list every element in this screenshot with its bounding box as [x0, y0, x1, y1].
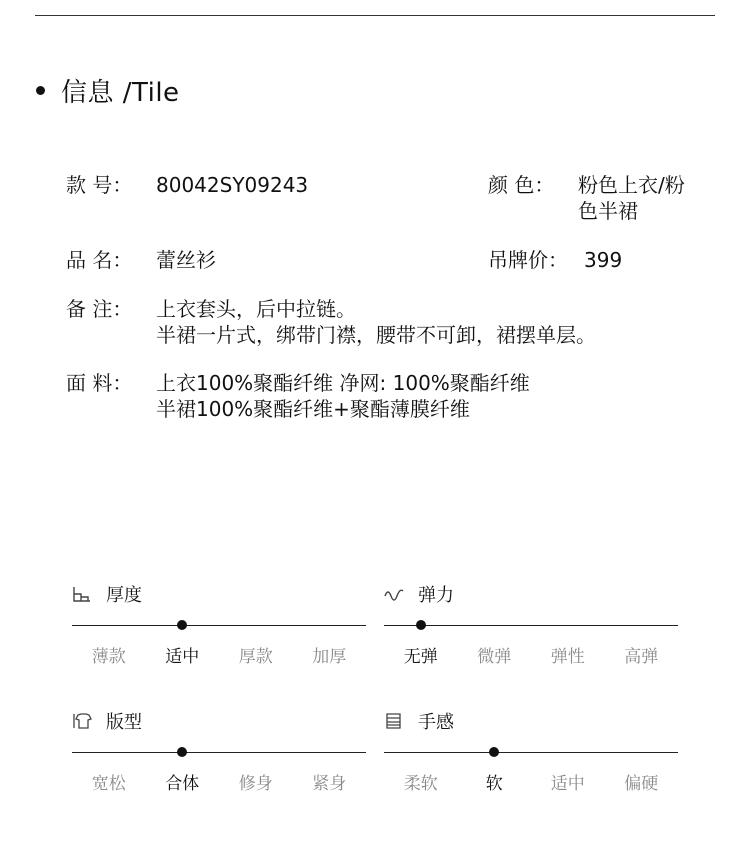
thickness-indicator[interactable] [177, 620, 187, 630]
hand-feel-track[interactable] [384, 752, 678, 753]
hand-feel-option[interactable]: 偏硬 [624, 774, 659, 794]
info-row-price [0, 247, 750, 277]
elasticity-option[interactable]: 弹性 [550, 647, 585, 667]
attribute-thickness-title: 厚度 [106, 585, 142, 606]
thickness-options [72, 642, 366, 667]
attribute-hand-feel-title: 手感 [418, 712, 454, 733]
elasticity-track[interactable] [384, 625, 678, 626]
bullet-icon [36, 86, 45, 95]
elasticity-icon [384, 585, 406, 603]
section-title-text: 信息 /Tile [61, 78, 180, 108]
price-label: 吊牌价： [488, 248, 568, 272]
attribute-hand-feel-header [384, 709, 454, 733]
fit-option[interactable]: 紧身 [312, 774, 347, 794]
notes-label: 备 注： [66, 297, 133, 321]
fit-options [72, 769, 366, 794]
info-row-fabric [0, 370, 750, 426]
section-title [36, 72, 180, 109]
style-no-value: 80042SY09243 [156, 173, 309, 197]
fabric-line-1: 上衣100%聚酯纤维 净网: 100%聚酯纤维 [156, 371, 530, 395]
thickness-track[interactable] [72, 625, 366, 626]
fit-icon [72, 712, 94, 730]
fabric-label: 面 料： [66, 371, 133, 395]
fit-option[interactable]: 合体 [165, 774, 200, 794]
notes-line-2: 半裙一片式，绑带门襟，腰带不可卸，裙摆单层。 [156, 323, 596, 347]
hand-feel-options [384, 769, 678, 794]
info-row-color [0, 172, 750, 228]
style-no-label: 款 号： [66, 173, 133, 197]
name-value: 蕾丝衫 [156, 248, 216, 272]
attribute-elasticity-title: 弹力 [418, 585, 454, 606]
notes-value [156, 296, 596, 348]
elasticity-option[interactable]: 高弹 [624, 647, 659, 667]
attribute-fit [72, 709, 366, 809]
hand-feel-indicator[interactable] [489, 747, 499, 757]
elasticity-option[interactable]: 无弹 [403, 647, 438, 667]
notes-line-1: 上衣套头，后中拉链。 [156, 297, 356, 321]
attribute-hand-feel [384, 709, 678, 809]
hand-feel-icon [384, 712, 406, 730]
fit-option[interactable]: 宽松 [91, 774, 126, 794]
name-label: 品 名： [66, 248, 133, 272]
top-divider [35, 15, 715, 16]
thickness-icon [72, 585, 94, 603]
fit-option[interactable]: 修身 [238, 774, 273, 794]
price-value: 399 [584, 248, 623, 272]
hand-feel-option[interactable]: 软 [485, 774, 503, 794]
elasticity-option[interactable]: 微弹 [477, 647, 512, 667]
fit-indicator[interactable] [177, 747, 187, 757]
color-value [578, 172, 685, 224]
elasticity-options [384, 642, 678, 667]
thickness-option[interactable]: 适中 [165, 647, 200, 667]
thickness-option[interactable]: 薄款 [91, 647, 126, 667]
fabric-line-2: 半裙100%聚酯纤维+聚酯薄膜纤维 [156, 397, 470, 421]
fit-track[interactable] [72, 752, 366, 753]
thickness-option[interactable]: 厚款 [238, 647, 273, 667]
thickness-option[interactable]: 加厚 [312, 647, 347, 667]
attribute-fit-title: 版型 [106, 712, 142, 733]
elasticity-indicator[interactable] [416, 620, 426, 630]
hand-feel-option[interactable]: 适中 [550, 774, 585, 794]
color-value-line-2: 色半裙 [578, 199, 638, 223]
color-label: 颜 色： [488, 173, 555, 197]
attribute-thickness [72, 582, 366, 682]
fabric-value [156, 370, 530, 422]
attribute-thickness-header [72, 582, 142, 606]
hand-feel-option[interactable]: 柔软 [403, 774, 438, 794]
attribute-fit-header [72, 709, 142, 733]
info-row-notes [0, 296, 750, 352]
attribute-elasticity-header [384, 582, 454, 606]
color-value-line-1: 粉色上衣/粉 [578, 173, 685, 197]
attribute-elasticity [384, 582, 678, 682]
